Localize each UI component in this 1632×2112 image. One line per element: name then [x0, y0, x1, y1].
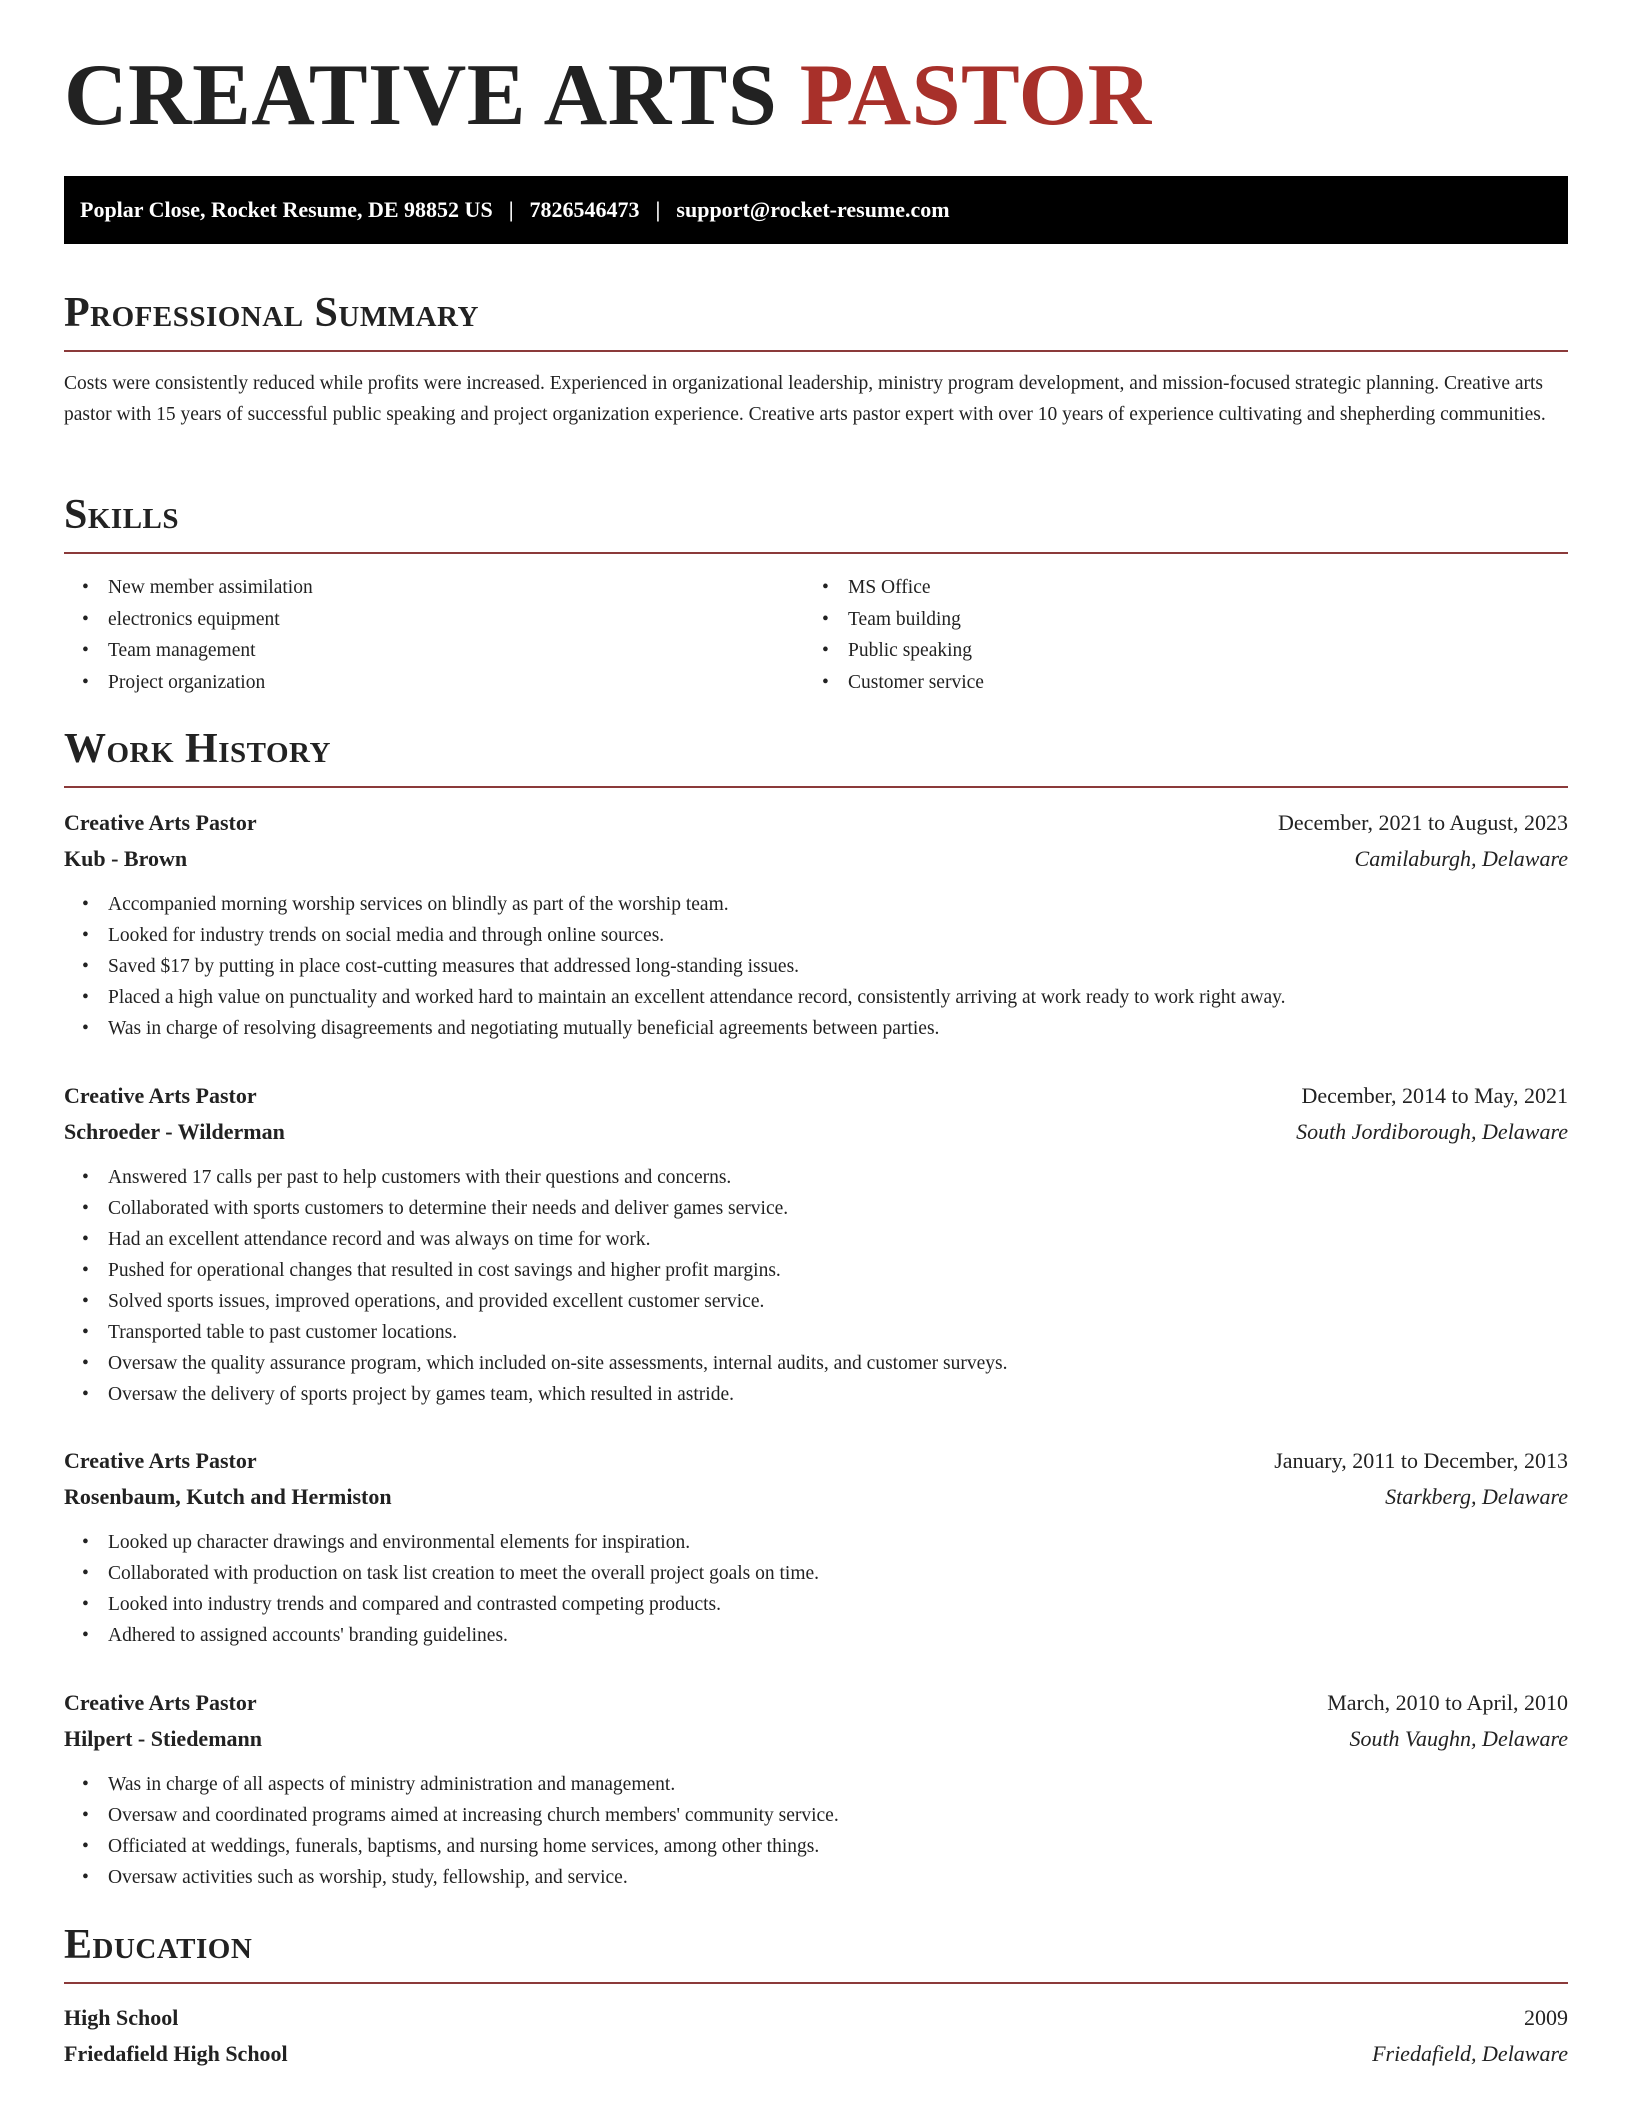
job-dates: December, 2021 to August, 2023 [1278, 810, 1568, 835]
job-dates: December, 2014 to May, 2021 [1301, 1083, 1568, 1108]
job-entry [64, 805, 1568, 1044]
summary-heading: Professional Summary [64, 290, 479, 336]
contact-separator: | [655, 197, 661, 222]
contact-address: Poplar Close, Rocket Resume, DE 98852 US [80, 197, 493, 222]
job-location: Starkberg, Delaware [1385, 1484, 1568, 1509]
job-bullet: • Was in charge of resolving disagreements and negotiating mutually beneficial agreements between parties. [108, 1013, 1568, 1044]
job-bullet: • Had an excellent attendance record and was always on time for work. [108, 1224, 1568, 1255]
job-entry [64, 1685, 1568, 1893]
education-school: Friedafield High School [64, 2041, 288, 2066]
job-company: Schroeder - Wilderman [64, 1119, 285, 1144]
education-entry [64, 2000, 1568, 2072]
skills-heading: Skills [64, 492, 180, 538]
job-bullet: • Transported table to past customer locations. [108, 1317, 1568, 1348]
skill-item: • New member assimilation [108, 572, 313, 604]
job-title: Creative Arts Pastor [64, 1690, 257, 1715]
name-last: PASTOR [799, 47, 1152, 144]
job-bullet: • Collaborated with sports customers to determine their needs and deliver games service. [108, 1193, 1568, 1224]
contact-bar [64, 176, 1568, 244]
job-bullet: • Placed a high value on punctuality and worked hard to maintain an excellent attendance record, consistently arriving at work ready to work right away. [108, 982, 1568, 1013]
job-bullets [64, 1162, 1568, 1410]
job-bullet: • Accompanied morning worship services on blindly as part of the worship team. [108, 889, 1568, 920]
job-company: Rosenbaum, Kutch and Hermiston [64, 1484, 392, 1509]
job-entry [64, 1078, 1568, 1410]
summary-text: Costs were consistently reduced while profits were increased. Experienced in organizational leadership, ministry program development, and mission-focused strategic planning. Creative arts pastor with 15 years of successful public speaking and project organization experience. Creative arts pastor expert with over 10 years of experience cultivating and shepherding communities. [64, 373, 1546, 425]
job-bullet: • Officiated at weddings, funerals, baptisms, and nursing home services, among other things. [108, 1831, 1568, 1862]
skills-column-2 [804, 572, 984, 698]
skill-item: • Public speaking [848, 635, 984, 667]
job-company: Hilpert - Stiedemann [64, 1726, 262, 1751]
job-bullet: • Oversaw the delivery of sports project by games team, which resulted in astride. [108, 1379, 1568, 1410]
job-bullet: • Pushed for operational changes that resulted in cost savings and higher profit margins. [108, 1255, 1568, 1286]
education-location: Friedafield, Delaware [1372, 2041, 1568, 2066]
job-bullet: • Solved sports issues, improved operations, and provided excellent customer service. [108, 1286, 1568, 1317]
job-bullet: • Looked into industry trends and compared and contrasted competing products. [108, 1589, 1568, 1620]
education-year: 2009 [1524, 2005, 1568, 2030]
job-bullet: • Oversaw and coordinated programs aimed at increasing church members' community service. [108, 1800, 1568, 1831]
skill-item: • Customer service [848, 667, 984, 699]
job-bullet: • Oversaw activities such as worship, study, fellowship, and service. [108, 1862, 1568, 1893]
education-degree: High School [64, 2005, 179, 2030]
skill-item: • Team building [848, 604, 984, 636]
resume-name [64, 47, 1152, 144]
skills-column-1 [64, 572, 313, 698]
job-title: Creative Arts Pastor [64, 1083, 257, 1108]
job-bullet: • Adhered to assigned accounts' branding guidelines. [108, 1620, 1568, 1651]
job-location: South Vaughn, Delaware [1349, 1726, 1568, 1751]
skill-item: • electronics equipment [108, 604, 313, 636]
contact-email: support@rocket-resume.com [676, 197, 950, 222]
section-divider [64, 786, 1568, 788]
job-bullets [64, 889, 1568, 1044]
job-bullet: • Looked up character drawings and environmental elements for inspiration. [108, 1527, 1568, 1558]
job-location: Camilaburgh, Delaware [1354, 846, 1568, 871]
work-history-heading: Work History [64, 726, 331, 772]
job-dates: March, 2010 to April, 2010 [1327, 1690, 1568, 1715]
name-first: CREATIVE ARTS [64, 47, 778, 144]
job-bullet: • Oversaw the quality assurance program, which included on-site assessments, internal audits, and customer surveys. [108, 1348, 1568, 1379]
section-divider [64, 1982, 1568, 1984]
section-divider [64, 350, 1568, 352]
job-title: Creative Arts Pastor [64, 1448, 257, 1473]
section-divider [64, 552, 1568, 554]
job-dates: January, 2011 to December, 2013 [1274, 1448, 1568, 1473]
contact-phone: 7826546473 [529, 197, 640, 222]
job-location: South Jordiborough, Delaware [1296, 1119, 1568, 1144]
job-company: Kub - Brown [64, 846, 188, 871]
contact-separator: | [508, 197, 514, 222]
job-bullets [64, 1769, 1568, 1893]
skill-item: • Team management [108, 635, 313, 667]
job-bullets [64, 1527, 1568, 1651]
education-heading: Education [64, 1922, 253, 1968]
job-bullet: • Was in charge of all aspects of ministry administration and management. [108, 1769, 1568, 1800]
job-bullet: • Saved $17 by putting in place cost-cutting measures that addressed long-standing issues. [108, 951, 1568, 982]
job-bullet: • Answered 17 calls per past to help customers with their questions and concerns. [108, 1162, 1568, 1193]
job-bullet: • Looked for industry trends on social media and through online sources. [108, 920, 1568, 951]
job-title: Creative Arts Pastor [64, 810, 257, 835]
skill-item: • Project organization [108, 667, 313, 699]
skill-item: • MS Office [848, 572, 984, 604]
job-entry [64, 1443, 1568, 1651]
job-bullet: • Collaborated with production on task list creation to meet the overall project goals on time. [108, 1558, 1568, 1589]
